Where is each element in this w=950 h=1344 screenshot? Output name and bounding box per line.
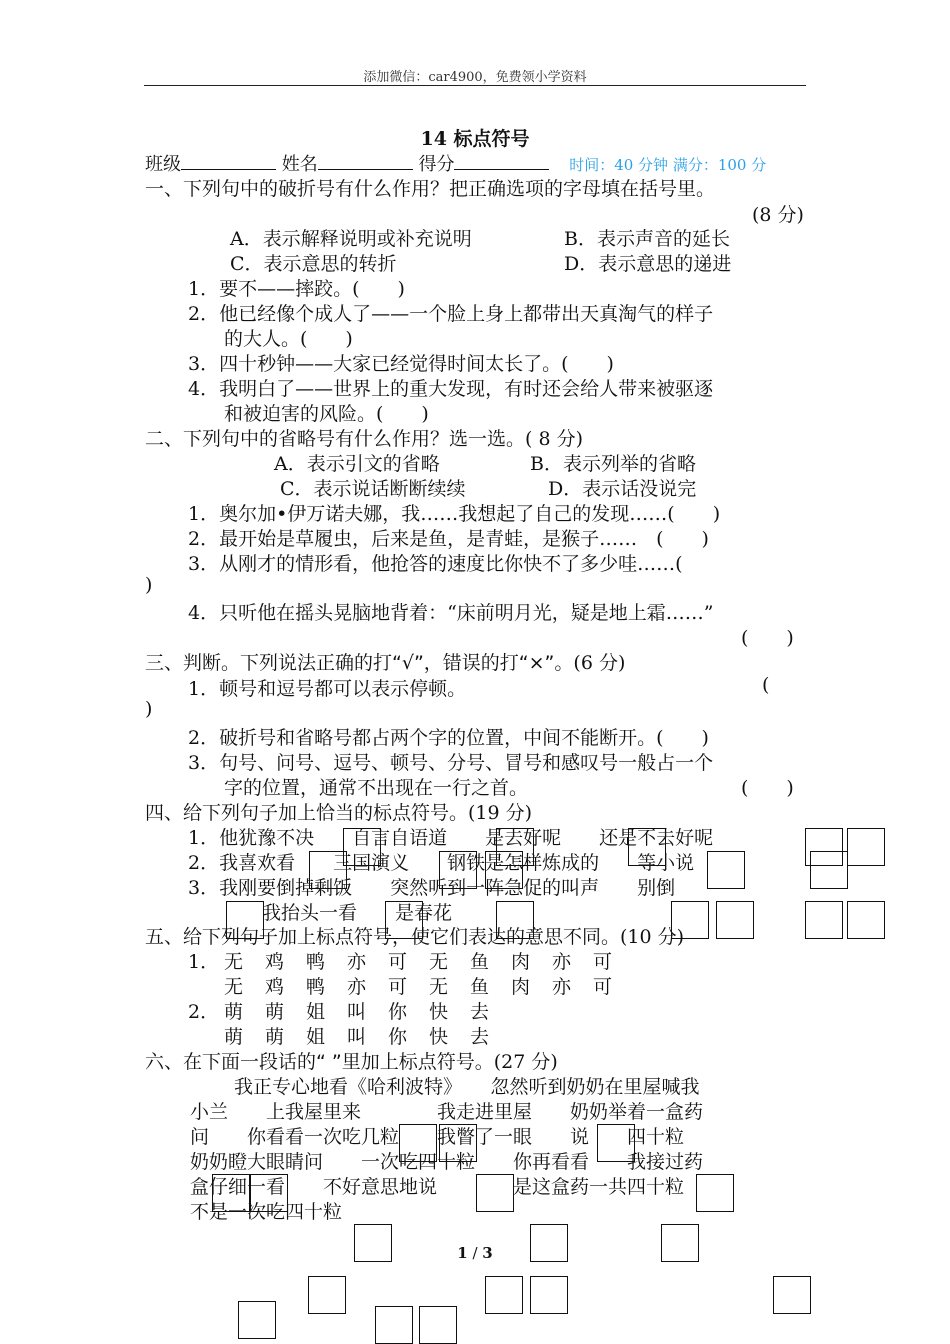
answer-box[interactable] xyxy=(696,1174,734,1212)
page-title: 14 标点符号 xyxy=(420,128,530,150)
page-total: 3 xyxy=(482,1244,493,1262)
section-3-heading: 三、判断。下列说法正确的打“√”，错误的打“×”。 xyxy=(145,652,574,674)
s2-option-d: D．表示话没说完 xyxy=(548,478,697,500)
section-5-points: (10 分) xyxy=(620,926,685,948)
s4-line-2: 2．我喜欢看 三国演义 钢铁是怎样炼成的 等小说 xyxy=(188,852,695,874)
answer-box[interactable] xyxy=(530,1276,568,1314)
section-3-points: (6 分) xyxy=(573,652,626,674)
s2-option-c: C．表示说话断断续续 xyxy=(280,478,466,500)
answer-box[interactable] xyxy=(476,1174,514,1212)
section-5-heading: 五、给下列句子加上标点符号，使它们表达的意思不同。 xyxy=(145,926,621,948)
answer-box[interactable] xyxy=(212,1174,250,1212)
s6-para-line-3: 问 你看看一次吃几粒 我瞥了一眼 说 四十粒 xyxy=(190,1126,685,1148)
answer-box[interactable] xyxy=(226,901,264,939)
page-separator: / xyxy=(467,1244,483,1262)
s1-question-4: 4．我明白了——世界上的重大发现，有时还会给人带来被驱逐 xyxy=(188,378,714,400)
s5-row-1-copy: 无鸡鸭亦可无鱼肉亦可 xyxy=(224,976,635,998)
answer-box[interactable] xyxy=(439,1124,477,1162)
score-label: 得分 xyxy=(418,154,455,175)
s1-option-a: A．表示解释说明或补充说明 xyxy=(230,228,472,250)
answer-box[interactable] xyxy=(238,1301,276,1339)
s3-question-2: 2．破折号和省略号都占两个字的位置，中间不能断开。( ) xyxy=(188,727,709,749)
answer-box[interactable] xyxy=(847,901,885,939)
s4-line-3-cont: 我抬头一看 是春花 xyxy=(224,902,453,924)
s6-para-line-1: 我正专心地看《哈利波特》 忽然听到奶奶在里屋喊我 xyxy=(234,1076,700,1098)
s2-option-b: B．表示列举的省略 xyxy=(530,453,696,475)
answer-box[interactable] xyxy=(385,901,423,939)
page-number xyxy=(0,1244,950,1262)
s4-line-1: 1．他犹豫不决 自言自语道 是去好呢 还是不去好呢 xyxy=(188,827,714,849)
section-6-heading-row xyxy=(145,1047,558,1074)
section-3-heading-row xyxy=(145,648,625,675)
answer-box[interactable] xyxy=(847,828,885,866)
s5-number-2: 2． xyxy=(188,1001,220,1023)
answer-box[interactable] xyxy=(773,1276,811,1314)
s2-option-a: A．表示引文的省略 xyxy=(274,453,440,475)
answer-box[interactable] xyxy=(419,1306,457,1344)
s1-option-b: B．表示声音的延长 xyxy=(564,228,730,250)
name-label: 姓名 xyxy=(281,154,318,175)
answer-box[interactable] xyxy=(439,851,477,889)
page-current: 1 xyxy=(457,1244,468,1262)
s3-question-1-paren: ( xyxy=(762,674,770,696)
s5-row-1: 无鸡鸭亦可无鱼肉亦可 xyxy=(224,951,635,973)
answer-box[interactable] xyxy=(496,901,534,939)
answer-box[interactable] xyxy=(716,901,754,939)
answer-box[interactable] xyxy=(805,901,843,939)
answer-box[interactable] xyxy=(628,828,666,866)
header-divider xyxy=(144,85,806,86)
student-info-row xyxy=(145,150,766,176)
s3-question-1: 1．顿号和逗号都可以表示停顿。 xyxy=(188,678,467,700)
s3-question-3-paren: ( ) xyxy=(741,777,794,799)
section-1-heading: 一、下列句中的破折号有什么作用？把正确选项的字母填在括号里。 xyxy=(145,178,716,200)
s2-question-2: 2．最开始是草履虫，后来是鱼，是青蛙，是猴子…… ( ) xyxy=(188,528,709,550)
section-2-heading-row xyxy=(145,424,583,451)
s5-row-2-copy: 萌萌姐叫你快去 xyxy=(224,1026,512,1048)
answer-box[interactable] xyxy=(810,851,848,889)
answer-box[interactable] xyxy=(671,901,709,939)
s2-question-4: 4．只听他在摇头晃脑地背着：“床前明月光，疑是地上霜……” xyxy=(188,602,714,624)
answer-box[interactable] xyxy=(250,1174,288,1212)
section-1-points: (8 分) xyxy=(752,204,804,226)
section-2-points: ( 8 分) xyxy=(525,428,584,450)
answer-box[interactable] xyxy=(597,1124,635,1162)
s5-row-2: 萌萌姐叫你快去 xyxy=(224,1001,512,1023)
s3-question-3-cont: 字的位置，通常不出现在一行之首。 xyxy=(224,777,529,799)
s1-option-c: C．表示意思的转折 xyxy=(230,253,397,275)
s6-para-line-5: 盒仔细一看 不好意思地说 是这盒药一共四十粒 xyxy=(190,1176,685,1198)
name-field[interactable] xyxy=(318,153,413,170)
section-4-points: (19 分) xyxy=(468,802,533,824)
section-6-heading: 六、在下面一段话的“ ”里加上标点符号。 xyxy=(145,1051,494,1073)
answer-box[interactable] xyxy=(485,851,523,889)
s2-question-1: 1．奥尔加•伊万诺夫娜，我……我想起了自己的发现……( ) xyxy=(188,503,721,525)
section-4-heading: 四、给下列句子加上恰当的标点符号。 xyxy=(145,802,469,824)
s2-question-3-close: ) xyxy=(145,574,153,596)
time-score-note: 时间：40 分钟 满分：100 分 xyxy=(569,156,767,174)
s1-question-2-cont: 的大人。( ) xyxy=(224,328,353,350)
answer-box[interactable] xyxy=(707,851,745,889)
section-6-points: (27 分) xyxy=(493,1051,558,1073)
s4-line-3: 3．我刚要倒掉剩饭 突然听到一阵急促的叫声 别倒 xyxy=(188,877,676,899)
s6-para-line-2: 小兰 上我屋里来 我走进里屋 奶奶举着一盒药 xyxy=(190,1101,704,1123)
s2-question-3: 3．从刚才的情形看，他抢答的速度比你快不了多少哇……( xyxy=(188,553,683,575)
s2-question-4-paren: ( ) xyxy=(741,627,794,649)
s3-question-3: 3．句号、问号、逗号、顿号、分号、冒号和感叹号一般占一个 xyxy=(188,752,714,774)
section-2-heading: 二、下列句中的省略号有什么作用？选一选。 xyxy=(145,428,526,450)
answer-box[interactable] xyxy=(375,1306,413,1344)
s6-para-line-4: 奶奶瞪大眼睛问 一次吃四十粒 你再看看 我接过药 xyxy=(190,1151,704,1173)
section-4-heading-row xyxy=(145,798,532,825)
s1-question-2: 2．他已经像个成人了——一个脸上身上都带出天真淘气的样子 xyxy=(188,303,714,325)
answer-box[interactable] xyxy=(399,1124,437,1162)
s1-question-1: 1．要不——摔跤。( ) xyxy=(188,278,405,300)
s3-question-1-close: ) xyxy=(145,698,153,720)
s5-number-1: 1． xyxy=(188,951,220,973)
answer-box[interactable] xyxy=(485,1276,523,1314)
answer-box[interactable] xyxy=(343,828,381,866)
answer-box[interactable] xyxy=(308,1276,346,1314)
s1-question-4-cont: 和被迫害的风险。( ) xyxy=(224,403,429,425)
class-label: 班级 xyxy=(145,154,181,175)
class-field[interactable] xyxy=(181,153,276,170)
header-note: 添加微信：car4900，免费领小学资料 xyxy=(363,70,587,85)
s1-option-d: D．表示意思的递进 xyxy=(564,253,732,275)
s6-para-line-6: 不是一次吃四十粒 xyxy=(190,1201,343,1223)
score-field[interactable] xyxy=(454,153,549,170)
s1-question-3: 3．四十秒钟——大家已经觉得时间太长了。( ) xyxy=(188,353,614,375)
answer-box[interactable] xyxy=(309,851,347,889)
